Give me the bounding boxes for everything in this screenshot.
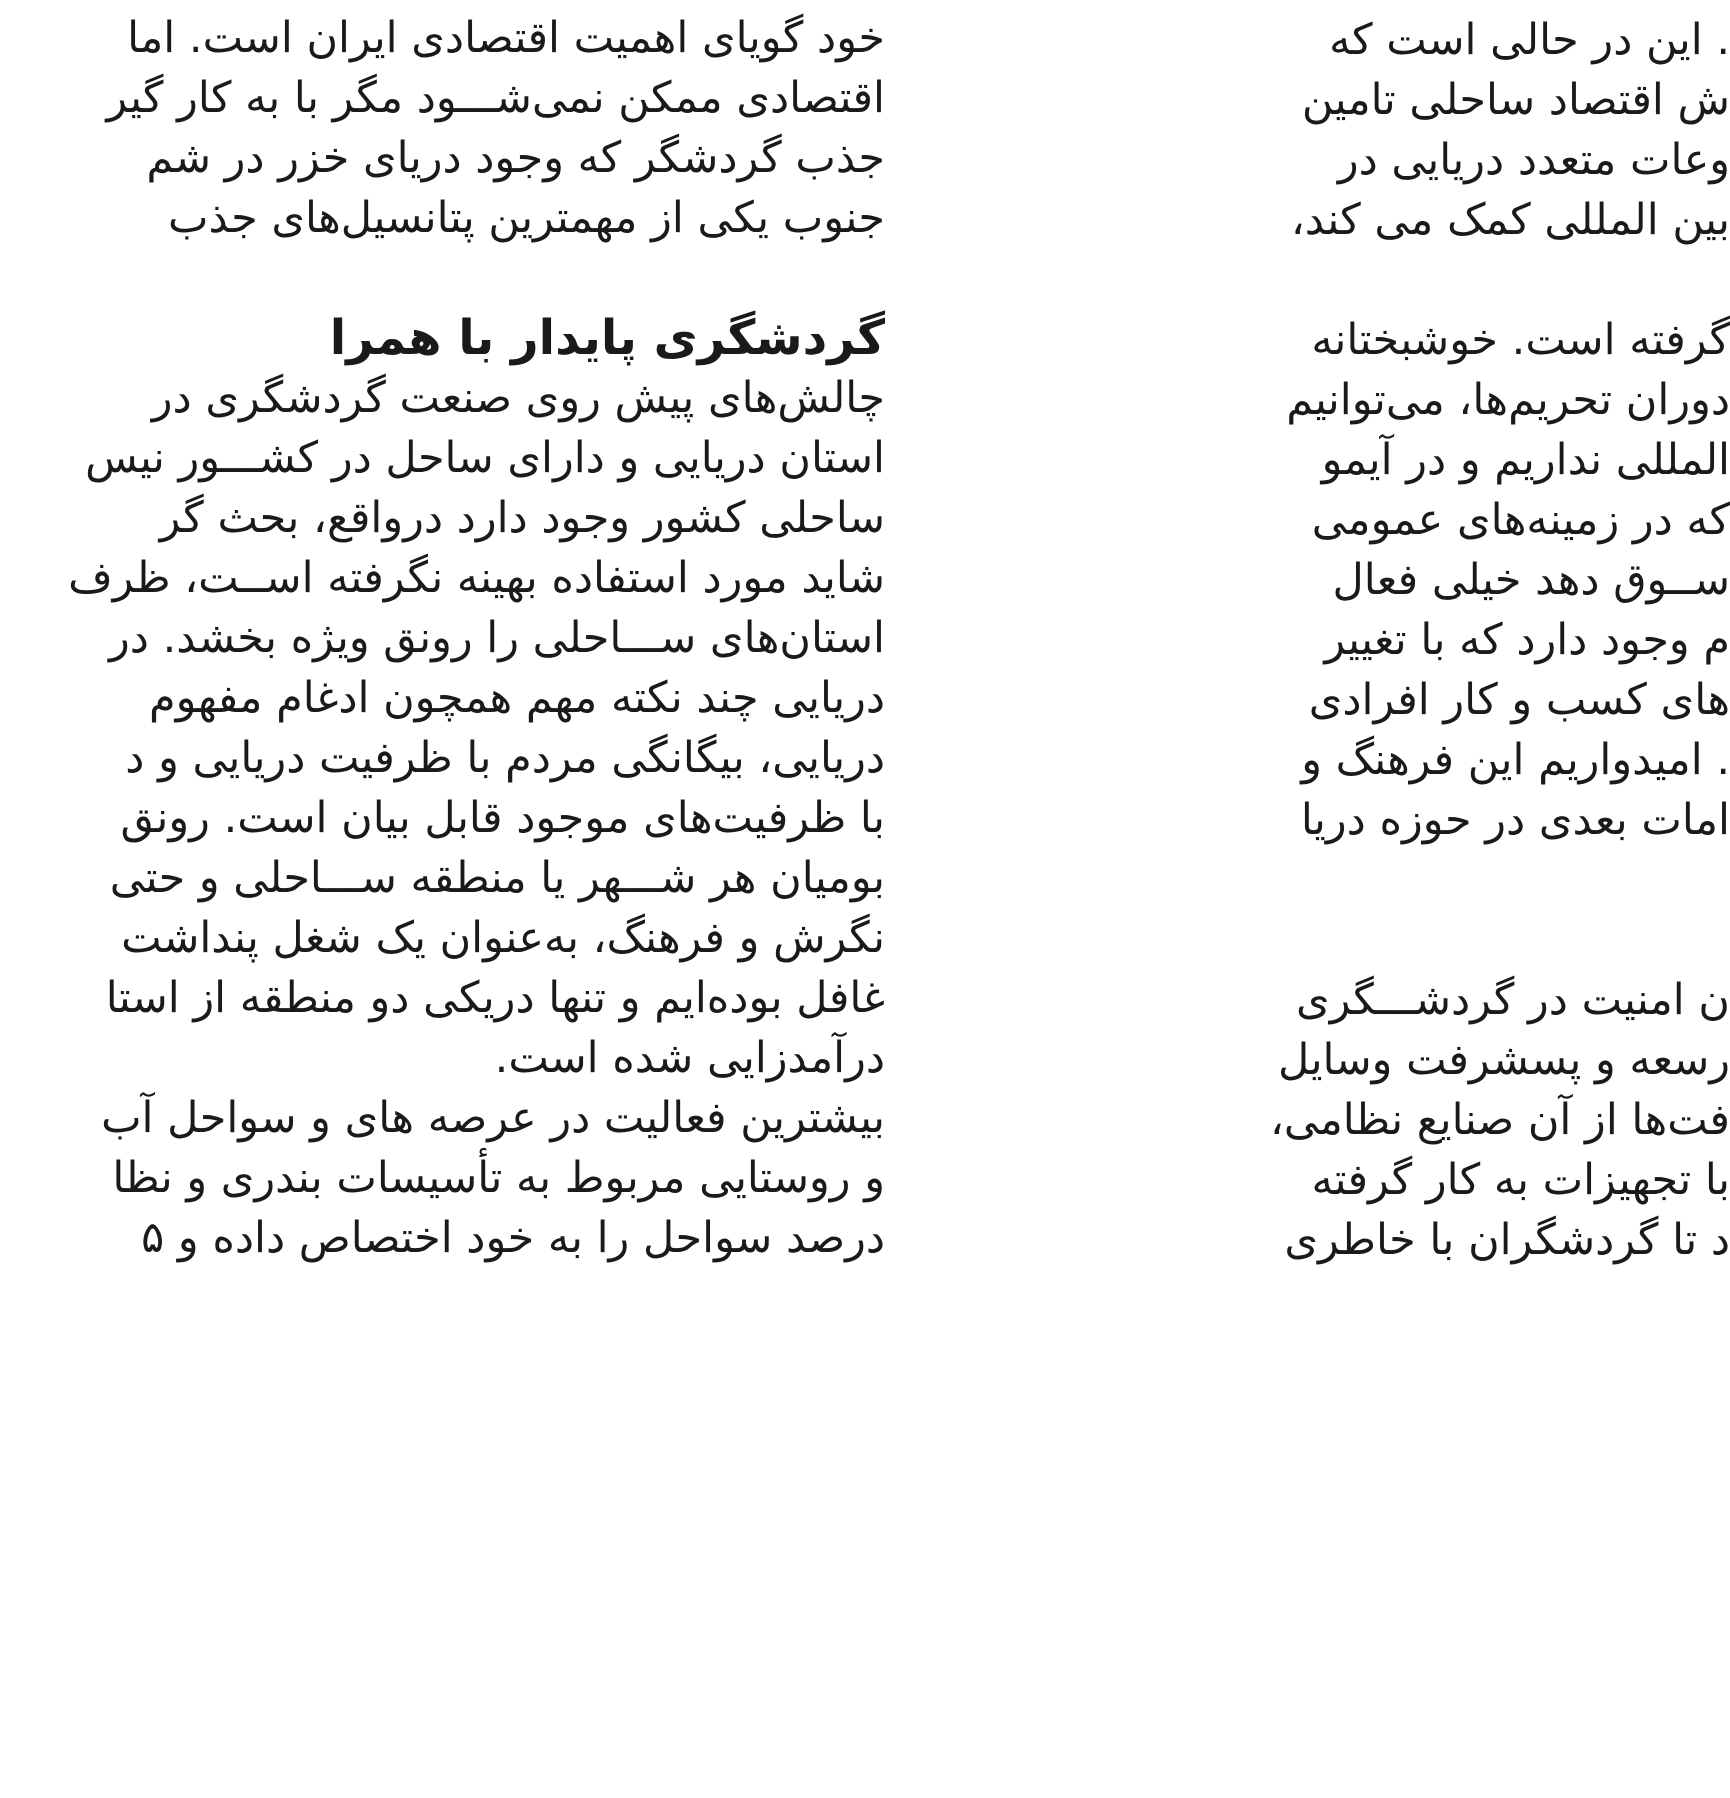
text-line: بیشترین فعالیت در عرصه های و سواحل آب	[101, 1093, 885, 1143]
text-line: رسعه و پسشرفت وسایل	[1278, 1035, 1730, 1085]
text-line: امات بعدی در حوزه دریا	[1300, 795, 1730, 845]
text-line: چالش‌های پیش روی صنعت گردشگری در	[151, 373, 885, 423]
text-line: بومیان هر شـــهر یا منطقه ســـاحلی و حتی	[109, 853, 885, 903]
text-line: بین المللی کمک می کند،	[1290, 195, 1730, 245]
section-heading: گردشگری پایدار با همرا	[329, 310, 885, 366]
text-line: با تجهیزات به کار گرفته	[1311, 1155, 1730, 1205]
right-column	[990, 0, 1730, 1798]
text-line: و روستایی مربوط به تأسیسات بندری و نظا	[112, 1153, 885, 1203]
text-line: جذب گردشگر که وجود دریای خزر در شم	[146, 133, 885, 183]
text-line: با ظرفیت‌های موجود قابل بیان است. رونق	[120, 793, 885, 843]
text-line: غافل بوده‌ایم و تنها دریکی دو منطقه از استا	[105, 973, 885, 1023]
text-line: گرفته است. خوشبختانه	[1311, 315, 1730, 365]
text-line: فت‌ها از آن صنایع نظامی،	[1269, 1095, 1730, 1145]
text-line: اقتصادی ممکن نمی‌شـــود مگر با به کار گیر	[106, 73, 885, 123]
text-line: درصد سواحل را به خود اختصاص داده و ۵	[141, 1213, 885, 1263]
left-column-text	[0, 8, 885, 1268]
text-line: ش اقتصاد ساحلی تامین	[1301, 75, 1730, 125]
text-line: نگرش و فرهنگ، به‌عنوان یک شغل پنداشت	[121, 913, 885, 963]
text-line: . این در حالی است که	[1329, 15, 1730, 65]
text-line: درآمدزایی شده است.	[494, 1033, 885, 1083]
text-line: دریایی، بیگانگی مردم با ظرفیت دریایی و د	[125, 733, 885, 783]
text-line: م وجود دارد که با تغییر	[1324, 615, 1730, 665]
text-line: ســوق دهد خیلی فعال	[1332, 555, 1730, 605]
text-line: استان‌های ســـاحلی را رونق ویژه بخشد. در	[109, 613, 885, 663]
right-column-text	[990, 10, 1730, 1270]
text-line: جنوب یکی از مهمترین پتانسیل‌های جذب	[168, 193, 885, 243]
text-line: المللی نداریم و در آیمو	[1321, 435, 1730, 485]
text-line: که در زمینه‌های عمومی	[1311, 495, 1730, 545]
text-line: د تا گردشگران با خاطری	[1284, 1215, 1730, 1265]
text-line: خود گویای اهمیت اقتصادی ایران است. اما	[127, 13, 885, 63]
text-line: . امیدواریم این فرهنگ و	[1301, 735, 1730, 785]
text-line: ن امنیت در گردشـــگری	[1296, 975, 1730, 1025]
text-line: های کسب و کار افرادی	[1308, 675, 1730, 725]
text-line: شاید مورد استفاده بهینه نگرفته اســت، ظرف	[68, 553, 885, 603]
text-line: دریایی چند نکته مهم همچون ادغام مفهوم	[149, 673, 885, 723]
text-line: استان دریایی و دارای ساحل در کشـــور نیس	[85, 433, 885, 483]
text-line: وعات متعدد دریایی در	[1337, 135, 1730, 185]
text-line: دوران تحریم‌ها، می‌توانیم	[1286, 375, 1730, 425]
text-line: ساحلی کشور وجود دارد درواقع، بحث گر	[159, 493, 885, 543]
